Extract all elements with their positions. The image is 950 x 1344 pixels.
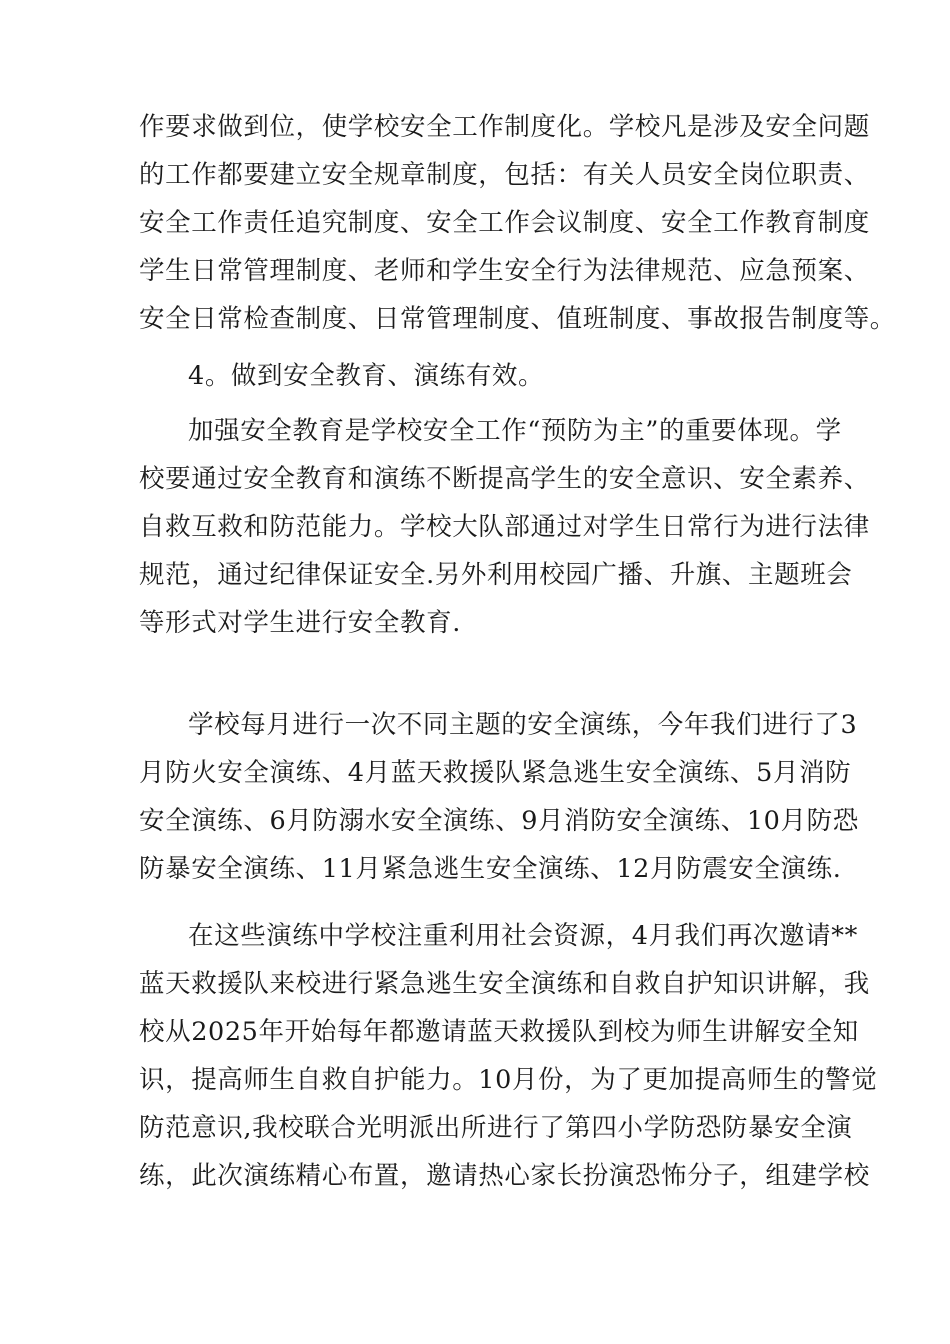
text-line: 加强安全教育是学校安全工作“预防为主”的重要体现。学	[188, 416, 842, 446]
text-line: 的工作都要建立安全规章制度，包括：有关人员安全岗位职责、	[139, 160, 870, 190]
section-heading: 4。做到安全教育、演练有效。	[188, 361, 545, 391]
text-line: 规范，通过纪律保证安全.另外利用校园广播、升旗、主题班会	[139, 560, 853, 590]
text-line: 蓝天救援队来校进行紧急逃生安全演练和自救自护知识讲解，我	[139, 969, 870, 999]
text-line: 自救互救和防范能力。学校大队部通过对学生日常行为进行法律	[139, 512, 870, 542]
text-line: 防范意识,我校联合光明派出所进行了第四小学防恐防暴安全演	[139, 1113, 853, 1143]
text-line: 学校每月进行一次不同主题的安全演练，今年我们进行了3	[188, 710, 858, 740]
text-line: 安全日常检查制度、日常管理制度、值班制度、事故报告制度等。	[139, 304, 896, 334]
text-line: 校要通过安全教育和演练不断提高学生的安全意识、安全素养、	[139, 464, 870, 494]
text-line: 在这些演练中学校注重利用社会资源，4月我们再次邀请**	[188, 921, 858, 951]
text-line: 校从2025年开始每年都邀请蓝天救援队到校为师生讲解安全知	[139, 1017, 859, 1047]
text-line: 作要求做到位，使学校安全工作制度化。学校凡是涉及安全问题	[139, 112, 870, 142]
text-line: 等形式对学生进行安全教育.	[139, 608, 461, 638]
text-line: 安全工作责任追究制度、安全工作会议制度、安全工作教育制度	[139, 208, 870, 238]
text-line: 练，此次演练精心布置，邀请热心家长扮演恐怖分子，组建学校	[139, 1161, 870, 1191]
text-line: 识，提高师生自救自护能力。10月份，为了更加提高师生的警觉	[139, 1065, 878, 1095]
text-line: 安全演练、6月防溺水安全演练、9月消防安全演练、10月防恐	[139, 806, 859, 836]
text-line: 月防火安全演练、4月蓝天救援队紧急逃生安全演练、5月消防	[139, 758, 852, 788]
text-line: 学生日常管理制度、老师和学生安全行为法律规范、应急预案、	[139, 256, 870, 286]
text-line: 防暴安全演练、11月紧急逃生安全演练、12月防震安全演练.	[139, 854, 842, 884]
